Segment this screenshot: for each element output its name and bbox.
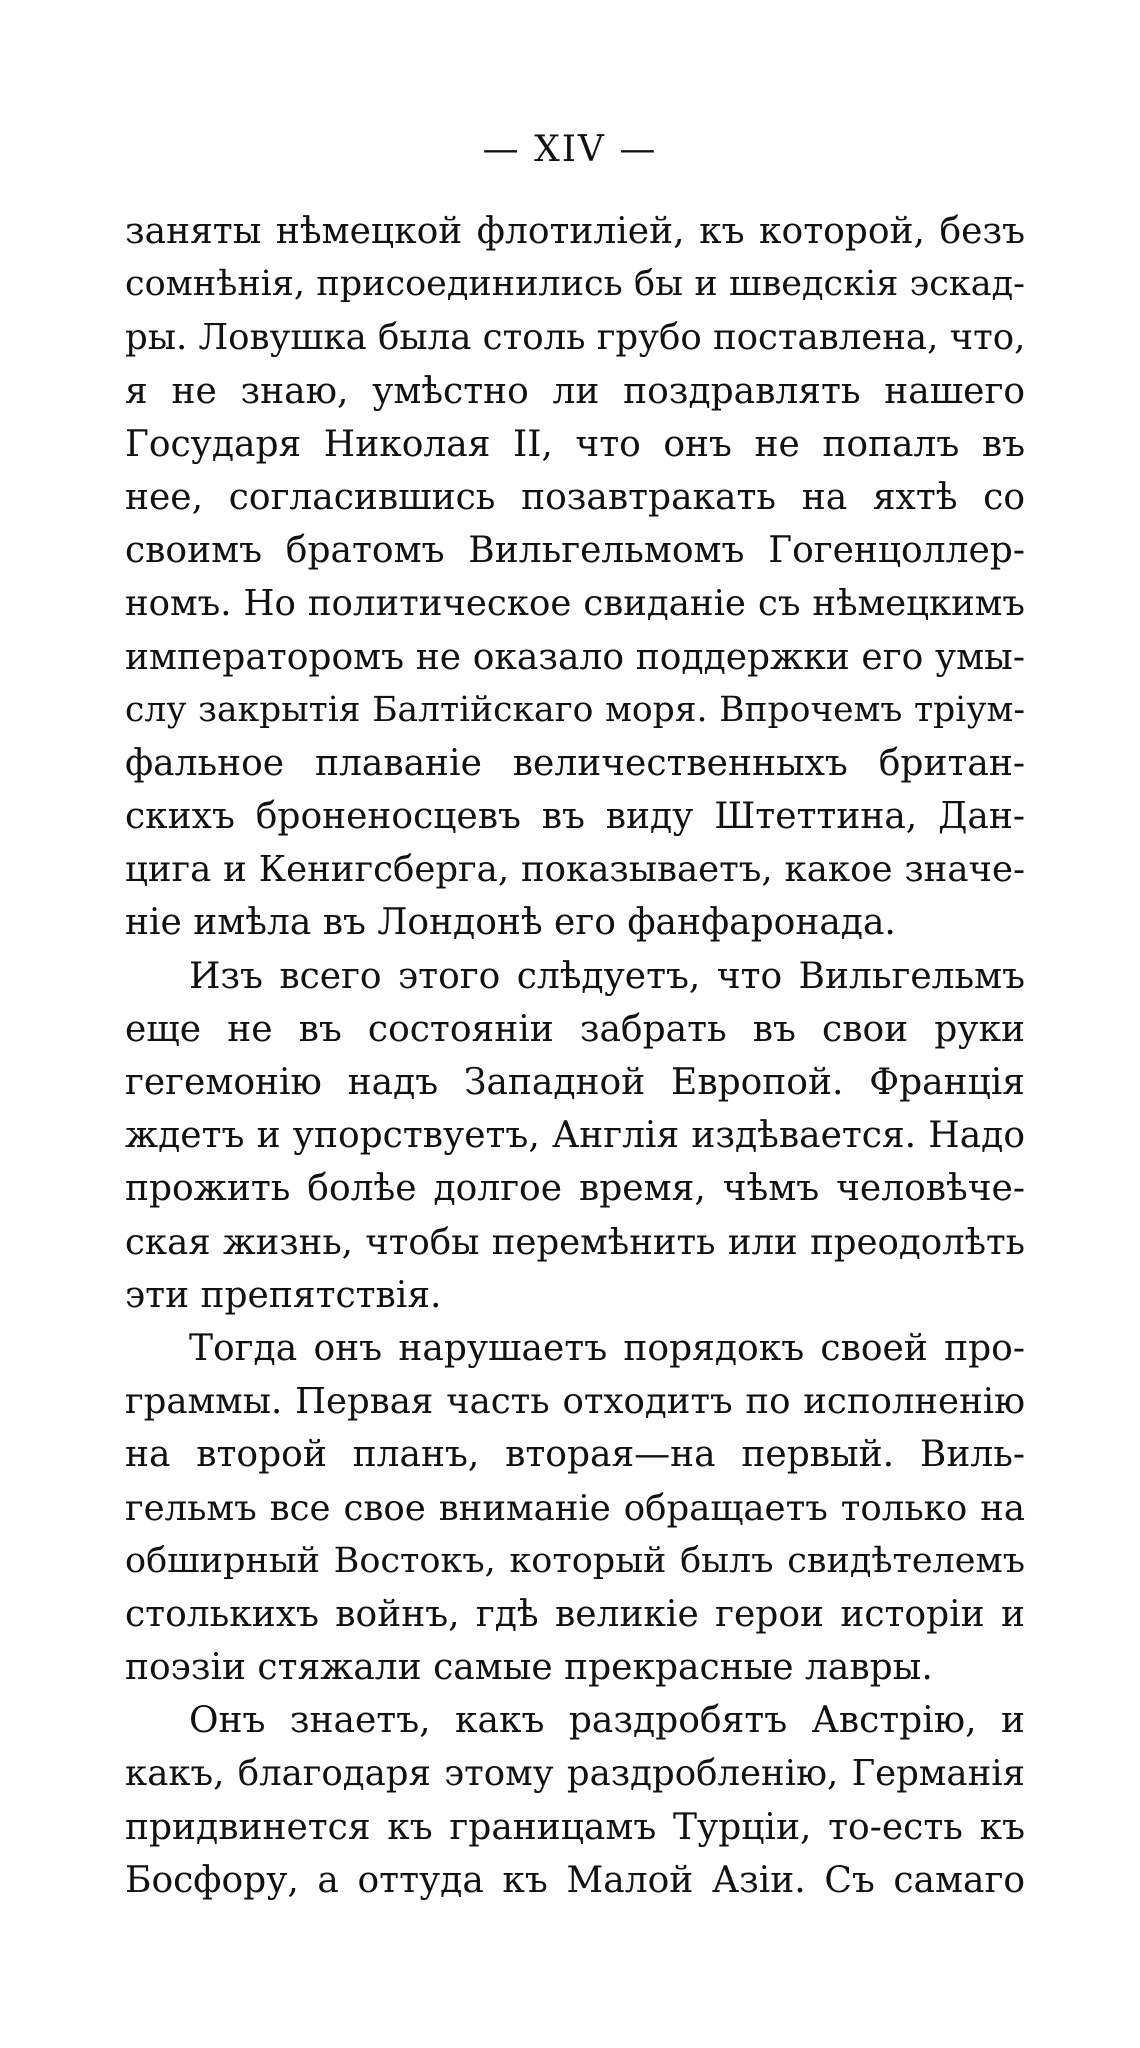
text-line: императоромъ не оказало поддержки его умы- [125,636,1025,678]
text-line: номъ. Но политическое свиданіе съ нѣмецкимъ [125,583,1025,625]
text-line: сомнѣнія, присоединились бы и шведскія эскад- [125,264,1025,305]
paragraph [125,950,1025,1322]
text-line: Изъ всего этого слѣдуетъ, что Вильгельмъ [189,955,1025,997]
text-line: скихъ броненосцевъ въ виду Штеттина, Дан- [125,796,1025,838]
text-line: цига и Кенигсберга, показываетъ, какое значе- [125,849,1025,891]
text-line: поэзіи стяжали самые прекрасные лавры. [125,1647,933,1689]
text-line: я не знаю, умѣстно ли поздравлять нашего [125,370,1025,412]
page-number: — XIV — [482,129,658,170]
text-line: ждетъ и упорствуетъ, Англія издѣвается. Надо [125,1115,1025,1157]
text-line: столькихъ войнъ, гдѣ великіе герои исторіи и [125,1593,1025,1635]
text-line: ніе имѣла въ Лондонѣ его фанфаронада. [125,902,896,944]
text-line: Тогда онъ нарушаетъ порядокъ своей про- [189,1327,1025,1369]
text-line: нее, согласившись позавтракать на яхтѣ со [125,476,1025,518]
text-line: обширный Востокъ, который былъ свидѣтелемъ [125,1540,1025,1581]
text-line: на второй планъ, вторая—на первый. Виль- [125,1434,1025,1476]
text-line: заняты нѣмецкой флотиліей, къ которой, безъ [125,211,1025,252]
paragraph [125,1322,1025,1694]
text-line: прожить болѣе долгое время, чѣмъ человѣче- [125,1168,1025,1210]
text-line: слу закрытія Балтійскаго моря. Впрочемъ тріум- [125,689,1025,730]
paragraph [125,205,1025,950]
text-line: гельмъ все свое вниманіе обращаетъ только на [125,1487,1025,1529]
paragraph [125,1694,1025,1907]
text-line: граммы. Первая часть отходитъ по исполненію [125,1381,1025,1423]
text-line: еще не въ состояніи забрать въ свои руки [125,1008,1025,1050]
text-line: Босфору, а оттуда къ Малой Азіи. Съ самаго [125,1859,1025,1901]
text-line: своимъ братомъ Вильгельмомъ Гогенцоллер- [125,530,1025,572]
text-line: придвинется къ границамъ Турціи, то-есть къ [125,1806,1025,1848]
text-line: эти препятствія. [125,1274,442,1316]
text-line: какъ, благодаря этому раздробленію, Германія [125,1753,1025,1795]
text-line: Государя Николая II, что онъ не попалъ въ [125,423,1025,465]
text-line: ры. Ловушка была столь грубо поставлена, что, [125,317,1026,359]
text-line: Онъ знаетъ, какъ раздробятъ Австрію, и [189,1700,1025,1742]
text-line: фальное плаваніе величественныхъ британ- [125,742,1025,784]
text-line: гегемонію надъ Западной Европой. Франція [125,1062,1025,1103]
text-line: ская жизнь, чтобы перемѣнить или преодолѣть [125,1221,1025,1263]
body-text [125,205,1025,1907]
